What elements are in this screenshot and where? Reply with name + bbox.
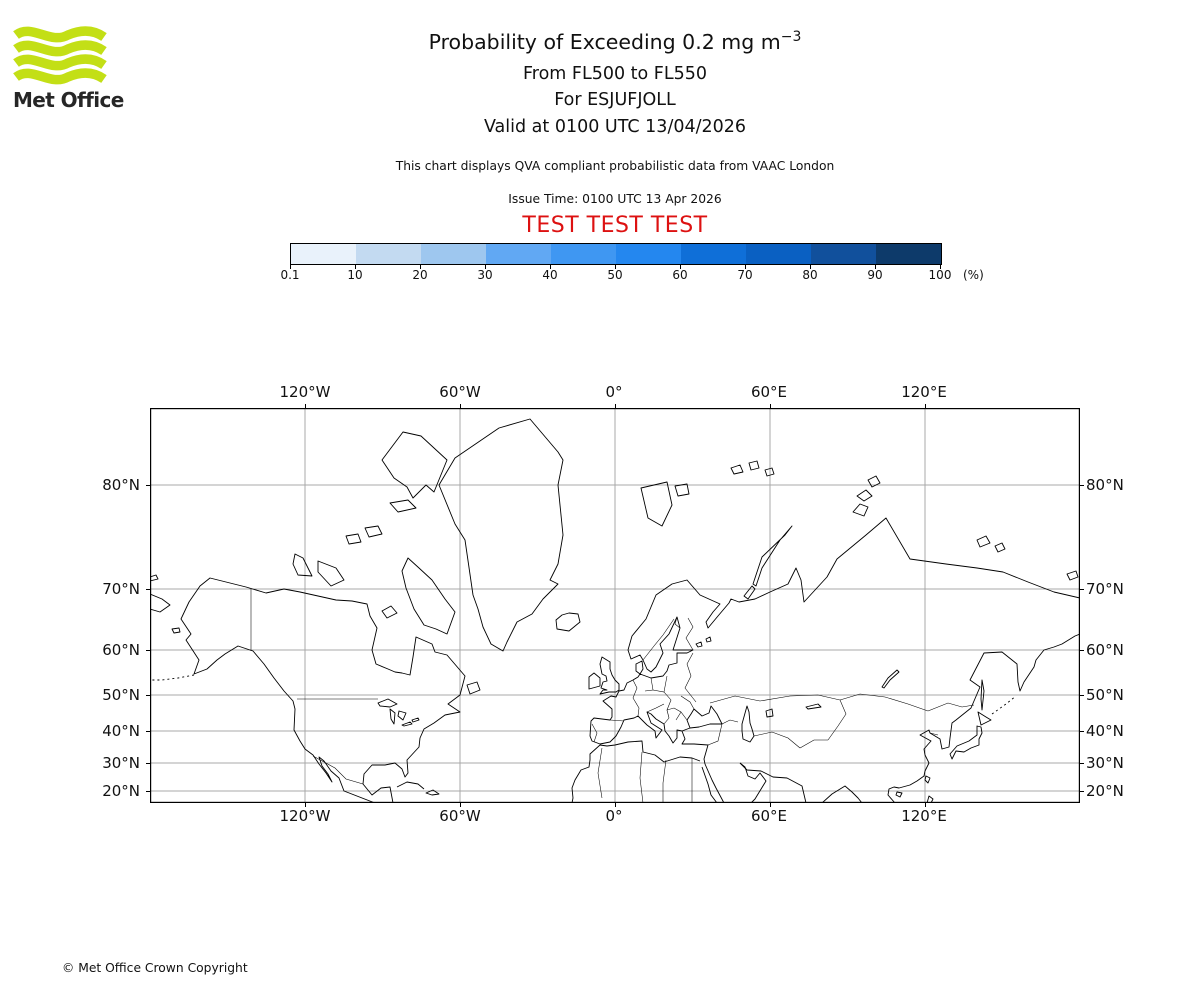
chart-description: This chart displays QVA compliant probabilistic data from VAAC London [395, 159, 835, 173]
map-tick [925, 803, 926, 807]
map-tick [146, 731, 150, 732]
colorbar-segment [746, 244, 811, 264]
colorbar-segment [421, 244, 486, 264]
subtitle-flight-levels: From FL500 to FL550 [522, 64, 708, 84]
colorbar-segment [291, 244, 356, 264]
colorbar-tick-label: 0.1 [280, 268, 300, 282]
colorbar-tick-label: 90 [867, 268, 883, 282]
colorbar-segment [356, 244, 421, 264]
lat-label-left: 20°N [102, 782, 140, 800]
lat-label-left: 40°N [102, 722, 140, 740]
lon-label-bottom: 0° [605, 807, 623, 825]
colorbar-tick-label: 10 [347, 268, 363, 282]
colorbar-tick-label: 70 [737, 268, 753, 282]
colorbar-segment [616, 244, 681, 264]
map-tick [1080, 485, 1084, 486]
colorbar-segment [551, 244, 616, 264]
copyright-notice: © Met Office Crown Copyright [62, 961, 248, 975]
map-tick [1080, 589, 1084, 590]
map-tick [146, 763, 150, 764]
title-main: Probability of Exceeding 0.2 mg m [428, 29, 781, 54]
map-tick [146, 589, 150, 590]
lat-label-right: 60°N [1086, 641, 1124, 659]
map-tick [146, 650, 150, 651]
lat-label-right: 40°N [1086, 722, 1124, 740]
lat-label-left: 60°N [102, 641, 140, 659]
lat-label-left: 50°N [102, 686, 140, 704]
colorbar-tick-label: 100 [928, 268, 952, 282]
map-tick [460, 803, 461, 807]
map-tick [305, 803, 306, 807]
lon-label-top: 120°W [279, 383, 331, 401]
issue-time: Issue Time: 0100 UTC 13 Apr 2026 [508, 192, 722, 206]
lat-label-left: 70°N [102, 580, 140, 598]
colorbar-tick-label: 20 [412, 268, 428, 282]
colorbar-tick-label: 40 [542, 268, 558, 282]
met-office-logo [13, 26, 107, 90]
lon-label-bottom: 60°W [439, 807, 481, 825]
map-tick [305, 404, 306, 408]
lat-label-right: 50°N [1086, 686, 1124, 704]
map-tick [1080, 695, 1084, 696]
map-tick [770, 803, 771, 807]
probability-colorbar [290, 243, 942, 265]
title-superscript: −3 [780, 29, 802, 45]
map-tick [615, 404, 616, 408]
lat-label-right: 20°N [1086, 782, 1124, 800]
logo-wordmark: Met Office [13, 88, 124, 112]
map-tick [146, 695, 150, 696]
colorbar-tick-label: 50 [607, 268, 623, 282]
map-tick [460, 404, 461, 408]
lat-label-left: 80°N [102, 476, 140, 494]
lat-label-right: 30°N [1086, 754, 1124, 772]
lon-label-top: 0° [605, 383, 623, 401]
lat-label-right: 80°N [1086, 476, 1124, 494]
lon-label-top: 60°W [439, 383, 481, 401]
subtitle-volcano: For ESJUFJOLL [554, 90, 676, 110]
colorbar-segment [876, 244, 941, 264]
lat-label-right: 70°N [1086, 580, 1124, 598]
test-banner: TEST TEST TEST [522, 213, 708, 238]
colorbar-tick-label: 60 [672, 268, 688, 282]
lon-label-bottom: 120°E [901, 807, 947, 825]
logo-waves-icon [13, 26, 107, 90]
lon-label-top: 60°E [750, 383, 788, 401]
map-tick [925, 404, 926, 408]
map-tick [1080, 791, 1084, 792]
colorbar-unit-label: (%) [963, 268, 984, 282]
page-title [150, 29, 1080, 54]
lon-label-bottom: 60°E [750, 807, 788, 825]
subtitle-valid-time: Valid at 0100 UTC 13/04/2026 [483, 117, 747, 137]
colorbar-segment [486, 244, 551, 264]
map-tick [1080, 731, 1084, 732]
lat-label-left: 30°N [102, 754, 140, 772]
map-tick [770, 404, 771, 408]
map-tick [1080, 650, 1084, 651]
lon-label-bottom: 120°W [279, 807, 331, 825]
colorbar-segment [681, 244, 746, 264]
world-map [150, 408, 1080, 803]
lon-label-top: 120°E [901, 383, 947, 401]
map-tick [615, 803, 616, 807]
colorbar-segment [811, 244, 876, 264]
colorbar-tick-label: 80 [802, 268, 818, 282]
map-tick [1080, 763, 1084, 764]
colorbar-tick-label: 30 [477, 268, 493, 282]
map-tick [146, 485, 150, 486]
map-tick [146, 791, 150, 792]
